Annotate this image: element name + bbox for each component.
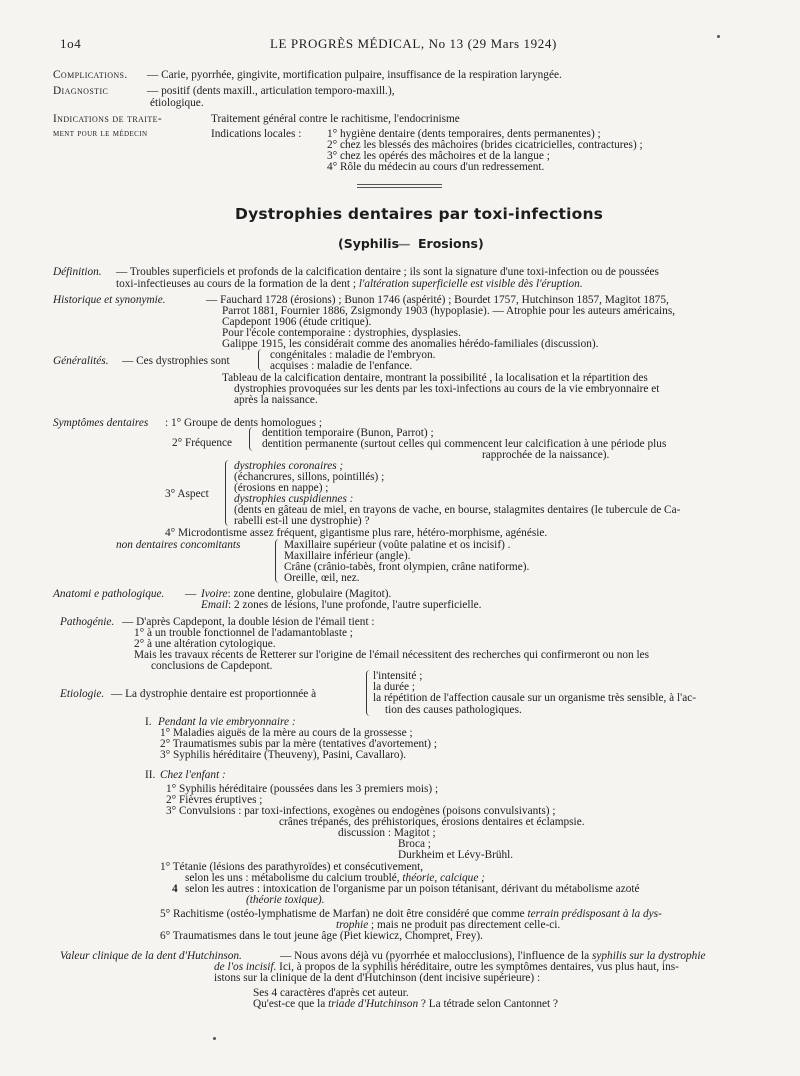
section-1-item: 3° Syphilis héréditaire (Theuveny), Pasini, Cavallaro).	[160, 749, 407, 761]
separator-rule-top	[357, 184, 442, 185]
tetanie-text: selon les uns : métabolisme du calcium troublé,	[185, 872, 403, 884]
ink-speck	[213, 1037, 216, 1040]
rachitisme-text: 5° Rachitisme (ostéo-lymphatisme de Marfan) ne doit être considéré que comme	[160, 908, 528, 920]
section-2-item: Broca ;	[398, 838, 431, 850]
article-subtitle-a: (Syphilis	[338, 236, 400, 251]
frequence-brace	[249, 427, 254, 451]
diagnostic-line2: étiologique.	[150, 97, 204, 109]
traumatismes-line: 6° Traumatismes dans le tout jeune âge (Piet kiewicz, Chompret, Frey).	[160, 930, 483, 942]
generalites-label: Généralités.	[53, 355, 109, 367]
section-1-item: 1° Maladies aiguës de la mère au cours de la grossesse ;	[160, 727, 413, 739]
valeur-line: Ses 4 caractères d'après cet auteur.	[253, 987, 409, 999]
diagnostic-label: Diagnostic	[53, 85, 109, 97]
separator-rule-bottom	[357, 187, 442, 188]
indications-local: Indications locales :	[211, 128, 302, 140]
etiologie-option: la répétition de l'affection causale sur un organisme très sensible, à l'ac-	[373, 692, 696, 704]
frequence-line: dentition permanente (surtout celles qui commencent leur calcification à une période plus	[262, 438, 667, 450]
valeur-text: Ici, à propos de la syphilis héréditaire, outre les symptômes dentaires, vus plus haut, ins-	[276, 961, 679, 973]
symptomes-label: Symptômes dentaires	[53, 417, 149, 429]
page-number: 1o4	[60, 36, 82, 51]
aspect-line: (érosions en nappe) ;	[234, 482, 329, 494]
valeur-line: istons sur la clinique de la dent d'Hutchinson (dent incisive supérieure) :	[214, 972, 541, 984]
definition-line1: — Troubles superficiels et profonds de la calcification dentaire ; ils sont la signature d'une toxi-infection ou de poussées	[116, 266, 659, 278]
non-dentaires-line: Oreille, œil, nez.	[284, 572, 360, 584]
definition-label: Définition.	[53, 266, 102, 278]
historique-line: Galippe 1915, les considérait comme des anomalies hérédo-familiales (discussion).	[222, 338, 599, 350]
historique-label: Historique et synonymie.	[53, 294, 166, 306]
article-subtitle-dash: —	[398, 236, 411, 251]
section-2-title: Chez l'enfant :	[160, 769, 226, 781]
etiologie-label: Etiologie.	[60, 688, 105, 700]
pathogenie-line: 1° à un trouble fonctionnel de l'adamantoblaste ;	[134, 627, 353, 639]
aspect-brace	[225, 460, 230, 526]
indications-item: 2° chez les blessés des mâchoires (brides cicatricielles, contractures) ;	[327, 139, 643, 151]
aspect-line: (échancrures, sillons, pointillés) ;	[234, 471, 385, 483]
section-2-item: 3° Convulsions : par toxi-infections, exogènes ou endogènes (poisons convulsivants) ;	[166, 805, 556, 817]
definition-line2-emphasis: l'altération superficielle est visible dès l'éruption.	[358, 278, 583, 290]
pathogenie-line: — D'après Capdepont, la double lésion de l'émail tient :	[122, 616, 375, 628]
pathogenie-line: conclusions de Capdepont.	[151, 660, 273, 672]
non-dentaires-line: Crâne (crânio-tabès, front olympien, crâne natiforme).	[284, 561, 530, 573]
frequence-label: 2° Fréquence	[172, 437, 233, 449]
generalites-lead: — Ces dystrophies sont	[122, 355, 230, 367]
section-1-number: I.	[145, 716, 152, 728]
frequence-line: dentition temporaire (Bunon, Parrot) ;	[262, 427, 434, 439]
aspect-line: rabelli est-il une dystrophie) ?	[234, 515, 370, 527]
anatomie-label: Anatomi e pathologique.	[53, 588, 165, 600]
etiologie-option: la durée ;	[373, 681, 416, 693]
non-dentaires-label: non dentaires concomitants	[116, 539, 241, 551]
ivoire-label: Ivoire	[201, 588, 228, 600]
indications-label-1: Indications de traite-	[53, 113, 163, 125]
non-dentaires-brace	[275, 539, 280, 583]
valeur-emphasis: de l'os incisif.	[214, 961, 277, 973]
definition-line2-text: toxi-infectieuses au cours de la formation de la dent ;	[116, 278, 359, 290]
non-dentaires-line: Maxillaire supérieur (voûte palatine et os incisif) .	[284, 539, 511, 551]
tableau-line: après la naissance.	[234, 394, 318, 406]
ink-speck	[717, 35, 720, 38]
indications-item: 4° Rôle du médecin au cours d'un redressement.	[327, 161, 545, 173]
tetanie-line: selon les autres : intoxication de l'organisme par un poison tétanisant, dérivant du métabolisme azoté	[185, 883, 640, 895]
ivoire-text: : zone dentine, globulaire (Magitot).	[227, 588, 392, 600]
tetanie-line: 1° Tétanie (lésions des parathyroïdes) et consécutivement,	[160, 861, 424, 873]
symptomes-item-1: : 1° Groupe de dents homologues ;	[165, 417, 323, 429]
section-1-item: 2° Traumatismes subis par la mère (tentatives d'avortement) ;	[160, 738, 437, 750]
section-2-item: 2° Fièvres éruptives ;	[166, 794, 263, 806]
pathogenie-line: 2° à une altération cytologique.	[134, 638, 276, 650]
historique-line: — Fauchard 1728 (érosions) ; Bunon 1746 (aspérité) ; Bourdet 1757, Hutchinson 1857, Magitot 1875,	[206, 294, 669, 306]
pathogenie-label: Pathogénie.	[60, 616, 115, 628]
email-text: : 2 zones de lésions, l'une profonde, l'autre superficielle.	[228, 599, 482, 611]
generalites-option: congénitales : maladie de l'embryon.	[270, 349, 436, 361]
historique-line: Parrot 1881, Fournier 1886, Zsigmondy 1903 (hypoplasie). — Atrophie pour les auteurs américains,	[222, 305, 676, 317]
complications-label: Complications.	[53, 69, 128, 81]
aspect-line: dystrophies cuspidiennes :	[234, 493, 354, 505]
tetanie-mark: 4	[172, 883, 178, 895]
indications-item: 1° hygiène dentaire (dents temporaires, dents permanentes) ;	[327, 128, 601, 140]
indications-line1: Traitement général contre le rachitisme, l'endocrinisme	[211, 113, 460, 125]
section-2-item: 1° Syphilis héréditaire (poussées dans les 3 premiers mois) ;	[166, 783, 439, 795]
etiologie-option: l'intensité ;	[373, 670, 423, 682]
section-2-item: crânes trépanés, des préhistoriques, érosions dentaires et éclampsie.	[279, 816, 585, 828]
anatomie-email	[201, 599, 481, 611]
tetanie-theory: théorie, calcique ;	[402, 872, 485, 884]
generalites-option: acquises : maladie de l'enfance.	[270, 360, 413, 372]
tableau-line: dystrophies provoquées sur les dents par les toxi-infections au cours de la vie embryonnaire et	[234, 383, 660, 395]
aspect-line: dystrophies coronaires ;	[234, 460, 344, 472]
anatomie-dash: —	[185, 588, 197, 600]
diagnostic-line1: — positif (dents maxill., articulation temporo-maxill.),	[147, 85, 395, 97]
pathogenie-line: Mais les travaux récents de Retterer sur l'origine de l'émail nécessitent des recherches qui confirmeront ou non les	[134, 649, 650, 661]
valeur-emphasis: triade d'Hutchinson	[328, 998, 419, 1010]
rachitisme-emphasis: terrain prédisposant à la dys-	[527, 908, 662, 920]
tetanie-line: (théorie toxique).	[246, 894, 325, 906]
article-title: Dystrophies dentaires par toxi-infections	[235, 205, 604, 223]
complications-text: — Carie, pyorrhée, gingivite, mortification pulpaire, insuffisance de la respiration laryngée.	[147, 69, 562, 81]
non-dentaires-line: Maxillaire inférieur (angle).	[284, 550, 411, 562]
historique-line: Capdepont 1906 (étude critique).	[222, 316, 372, 328]
historique-line: Pour l'école contemporaine : dystrophies, dysplasies.	[222, 327, 461, 339]
etiologie-brace	[366, 670, 371, 716]
valeur-text: ? La tétrade selon Cantonnet ?	[418, 998, 558, 1010]
rachitisme-text: ; mais ne produit pas directement celle-ci.	[368, 919, 561, 931]
rachitisme-emphasis: trophie	[336, 919, 369, 931]
valeur-emphasis: syphilis sur la dystrophie	[591, 950, 706, 962]
section-2-item: Durkheim et Lévy-Brühl.	[398, 849, 514, 861]
email-label: Email	[201, 599, 228, 611]
indications-label-2: ment pour le médecin	[53, 128, 148, 139]
aspect-label: 3° Aspect	[165, 488, 209, 500]
etiologie-option: tion des causes pathologiques.	[385, 704, 522, 716]
section-2-item: discussion : Magitot ;	[338, 827, 436, 839]
definition-line2	[116, 278, 583, 290]
article-subtitle-b: Erosions)	[418, 236, 484, 251]
tableau-line: Tableau de la calcification dentaire, montrant la possibilité , la localisation et la répartition des	[222, 372, 648, 384]
valeur-text: — Nous avons déjà vu (pyorrhée et malocclusions), l'influence de la	[280, 950, 592, 962]
section-2-number: II.	[145, 769, 156, 781]
symptomes-item-4: 4° Microdontisme assez fréquent, gigantisme plus rare, hétéro-morphisme, agénésie.	[165, 527, 548, 539]
valeur-text: Qu'est-ce que la	[253, 998, 329, 1010]
etiologie-lead: — La dystrophie dentaire est proportionnée à	[111, 688, 317, 700]
generalites-brace	[258, 349, 263, 371]
indications-item: 3° chez les opérés des mâchoires et de la langue ;	[327, 150, 550, 162]
aspect-line: (dents en gâteau de miel, en trayons de vache, en bourse, stalagmites dentaires (le tubercule de Ca-	[234, 504, 681, 516]
valeur-label: Valeur clinique de la dent d'Hutchinson.	[60, 950, 242, 962]
valeur-line	[253, 998, 558, 1010]
journal-header: LE PROGRÈS MÉDICAL, No 13 (29 Mars 1924)	[270, 36, 557, 51]
section-1-title: Pendant la vie embryonnaire :	[158, 716, 296, 728]
frequence-line: rapprochée de la naissance).	[482, 449, 610, 461]
